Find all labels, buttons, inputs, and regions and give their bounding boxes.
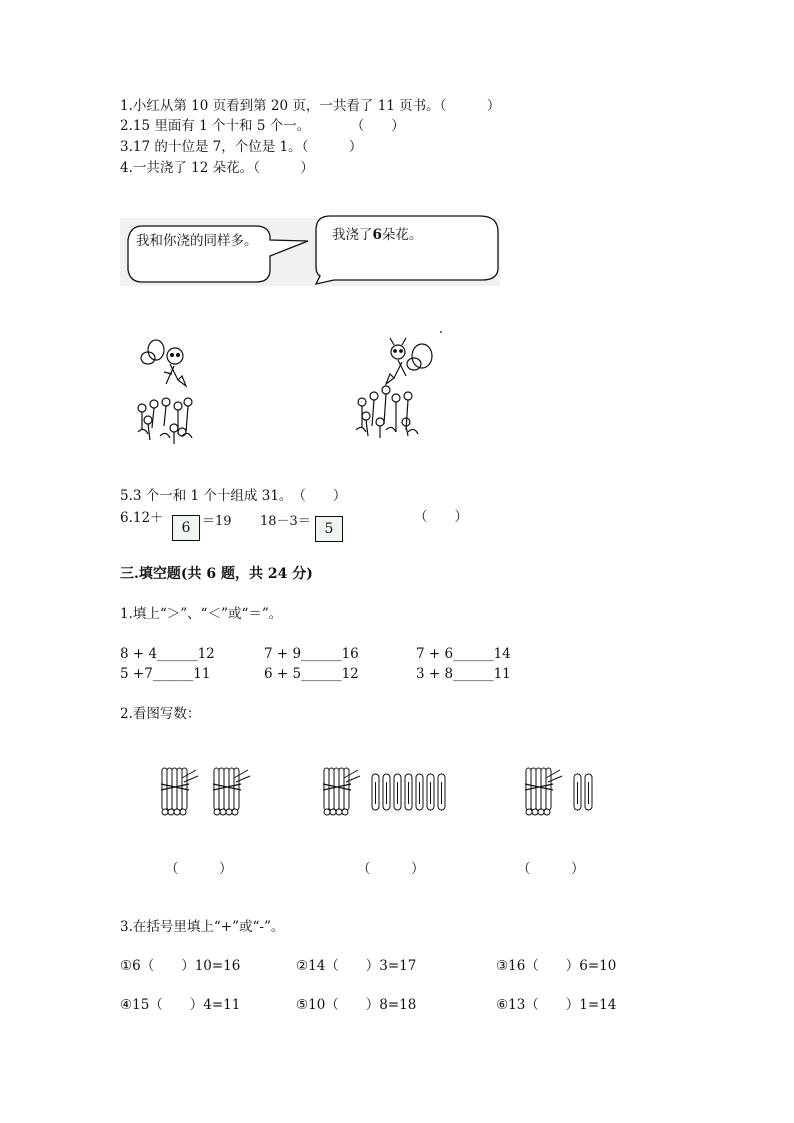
answer-box-1-value: 6 — [181, 520, 191, 536]
op-q5: ⑤10（ ）8=18 — [296, 997, 417, 1013]
ten-stick-bundle — [525, 768, 562, 815]
single-stick — [416, 774, 423, 810]
judge-q1: 1.小红从第 10 页看到第 20 页，一共看了 11 页书。（ ） — [120, 98, 501, 114]
bundle-answer-1: （ ） — [165, 861, 233, 877]
fill-q2-title: 2.看图写数： — [120, 706, 201, 722]
answer-box-2-value: 5 — [324, 521, 334, 537]
answer-box-2 — [315, 516, 343, 542]
bubble-left-text: 我和你浇的同样多。 — [136, 233, 258, 249]
fill-q1-title: 1.填上“＞”、“＜”或“＝”。 — [120, 606, 283, 622]
ten-stick-bundle — [161, 768, 198, 815]
single-stick — [372, 774, 379, 810]
bee-flowers-right-illustration — [350, 332, 440, 442]
ten-stick-bundle — [213, 768, 250, 815]
judge-q6-equals: ＝19 — [202, 514, 232, 529]
answer-box-1 — [172, 515, 200, 541]
op-q4: ④15（ ）4=11 — [120, 997, 241, 1013]
bubble-right-prefix: 我浇了 — [332, 227, 373, 243]
bundle-answer-2: （ ） — [357, 861, 425, 877]
op-q3: ③16（ ）6=10 — [496, 958, 617, 974]
single-stick — [405, 774, 412, 810]
judge-q3: 3.17 的十位是 7，个位是 1。（ ） — [120, 139, 363, 155]
judge-q4: 4.一共浇了 12 朵花。（ ） — [120, 160, 314, 176]
judge-q6-paren: （ ） — [414, 509, 468, 525]
single-stick — [438, 774, 445, 810]
judge-q6-right: 18－3＝ — [260, 514, 311, 529]
single-stick — [574, 774, 581, 810]
single-stick — [383, 774, 390, 810]
compare-r2c1: 5 +7______11 — [120, 666, 211, 682]
single-stick — [394, 774, 401, 810]
ten-stick-bundle — [323, 768, 360, 815]
op-q1: ①6（ ）10=16 — [120, 958, 241, 974]
single-stick — [427, 774, 434, 810]
single-stick — [585, 774, 592, 810]
fill-q3-title: 3.在括号里填上“+”或“-”。 — [120, 919, 285, 935]
op-q6: ⑥13（ ）1=14 — [496, 997, 617, 1013]
bubble-right-text — [332, 224, 422, 246]
compare-r1c3: 7 + 6______14 — [416, 646, 511, 662]
bundle-answer-3: （ ） — [517, 861, 585, 877]
section3-title: 三.填空题(共 6 题，共 24 分) — [120, 566, 313, 582]
judge-q2: 2.15 里面有 1 个十和 5 个一。 （ ） — [120, 118, 405, 134]
op-q2: ②14（ ）3=17 — [296, 958, 417, 974]
judge-q6-left: 6.12＋ — [120, 510, 164, 526]
compare-r1c1: 8 + 4______12 — [120, 646, 215, 662]
compare-r1c2: 7 + 9______16 — [264, 646, 359, 662]
bee-flowers-left-illustration — [130, 336, 200, 446]
compare-r2c3: 3 + 8______11 — [416, 666, 511, 682]
judge-q5: 5.3 个一和 1 个十组成 31。 （ ） — [120, 488, 347, 504]
stick-bundles-graphic — [0, 760, 794, 840]
bubble-right-number: 6 — [372, 227, 382, 243]
bubble-right-suffix: 朵花。 — [381, 227, 423, 243]
compare-r2c2: 6 + 5______12 — [264, 666, 359, 682]
